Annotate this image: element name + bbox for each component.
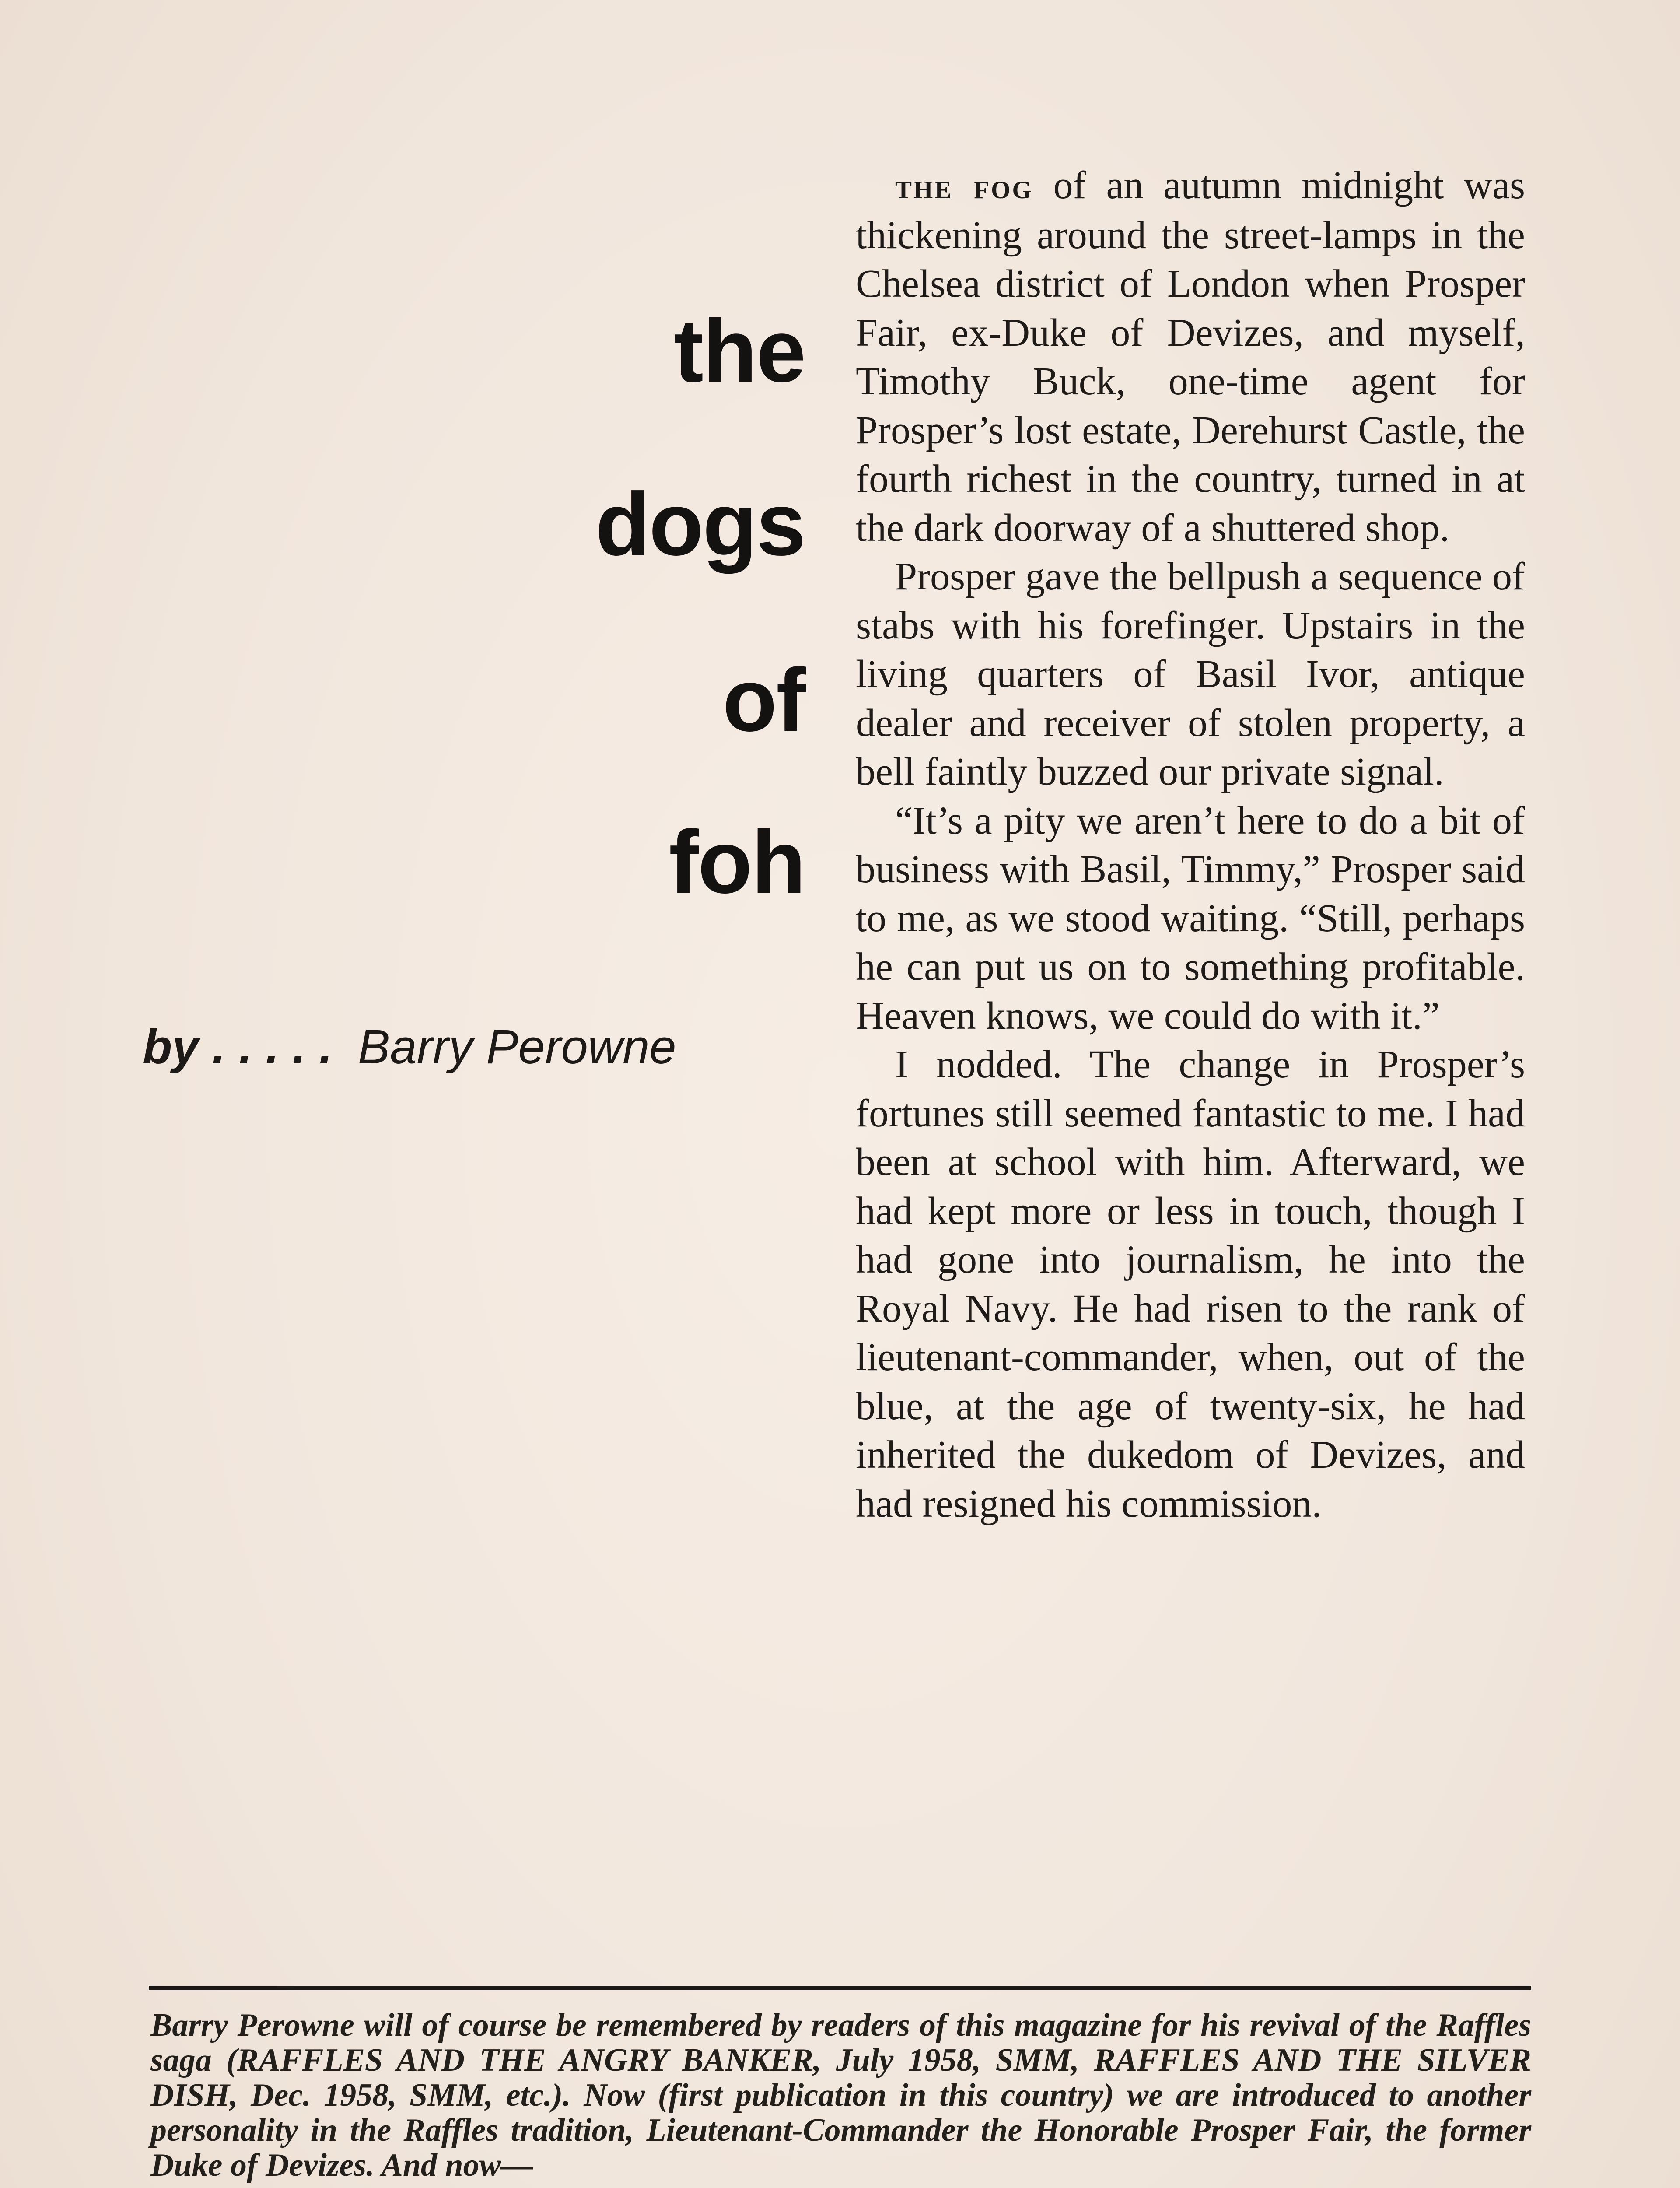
author-byline <box>143 1020 812 1074</box>
editor-note: Barry Perowne will of course be remembered by readers of this magazine for his revival of the Raffles saga (RAFFLES AND THE ANGRY BANKER, July 1958, SMM, RAFFLES AND THE SILVER DISH, Dec. 1958, SMM, etc.). Now (first publication in this country) we are introduced to another personality in the Raffles tradition, Lieutenant-Commander the Honorable Prosper Fair, the former Duke of Devizes. And now— <box>150 2007 1531 2183</box>
byline-author: Barry Perowne <box>358 1020 676 1074</box>
note-top-rule <box>149 1986 1531 1990</box>
title-word-the: the <box>674 301 805 401</box>
story-lead-caps: the fog <box>895 166 1033 206</box>
story-paragraph-1-text: of an autumn midnight was thickening around the street-lamps in the Chelsea district of London when Prosper Fair, ex-Duke of Devizes, and myself, Timothy Buck, one-time agent for Prosper’s lost estate, Derehurst Castle, the fourth richest in the country, turned in at the dark doorway of a shuttered shop. <box>856 164 1525 550</box>
title-word-of: of <box>722 650 805 750</box>
story-paragraph-1 <box>856 161 1525 552</box>
title-word-dogs: dogs <box>595 474 805 574</box>
title-word-foh: foh <box>668 812 805 912</box>
story-body <box>856 161 1525 1528</box>
story-paragraph-4: I nodded. The change in Prosper’s fortunes still seemed fantastic to me. I had been at school with him. Afterward, we had kept more or less in touch, though I had gone into journalism, he into the Royal Navy. He had risen to the rank of lieutenant-commander, when, out of the blue, at the age of twenty-six, he had inherited the dukedom of Devizes, and had resigned his commission. <box>856 1043 1525 1525</box>
byline-prefix: by . . . . . <box>143 1020 332 1074</box>
story-paragraph-3: “It’s a pity we aren’t here to do a bit of business with Basil, Timmy,” Prosper said to me, as we stood waiting. “Still, perhaps he can put us on to something profitable. Heaven knows, we could do with it.” <box>856 799 1525 1038</box>
story-paragraph-2: Prosper gave the bellpush a sequence of stabs with his forefinger. Upstairs in the living quarters of Basil Ivor, antique dealer and receiver of stolen property, a bell faintly buzzed our private signal. <box>856 555 1525 793</box>
